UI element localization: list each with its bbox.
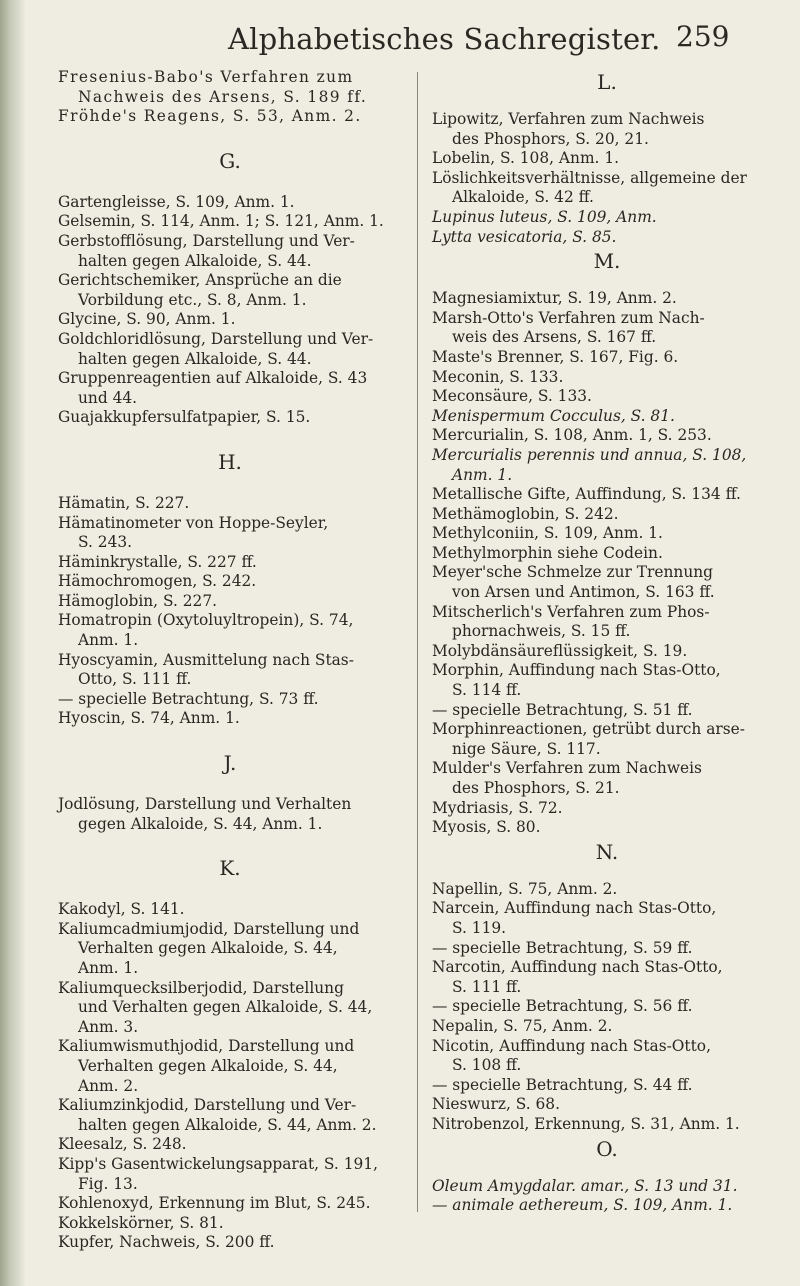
index-entry: Mercurialis perennis und annua, S. 108, Anm. 1.	[432, 445, 747, 484]
index-entry: Kupfer, Nachweis, S. 200 ff.	[58, 1233, 275, 1252]
index-entry: Narcotin, Auffindung nach Stas-Otto, S. 111 ff.	[432, 958, 723, 996]
index-entry: Morphin, Auffindung nach Stas-Otto, S. 114 ff.	[432, 661, 721, 700]
section-letter: L.	[597, 70, 617, 94]
index-entry: Methämoglobin, S. 242.	[432, 504, 619, 523]
index-entry: Morphinreactionen, getrübt durch arse- nige Säure, S. 117.	[432, 720, 745, 758]
index-entry: Kaliumzinkjodid, Darstellung und Ver- halten gegen Alkaloide, S. 44, Anm. 2.	[58, 1096, 377, 1134]
index-entry: Lytta vesicatoria, S. 85.	[432, 227, 617, 246]
index-entry: Nicotin, Auffindung nach Stas-Otto, S. 108 ff.	[432, 1036, 711, 1075]
index-entry: Lobelin, S. 108, Anm. 1.	[432, 149, 620, 168]
index-entry: Methylconiin, S. 109, Anm. 1.	[432, 524, 663, 543]
index-entry: Mercurialin, S. 108, Anm. 1, S. 253.	[432, 426, 712, 445]
section-m	[432, 251, 782, 838]
index-entry: Hyoscin, S. 74, Anm. 1.	[58, 709, 240, 728]
index-entry: Kohlenoxyd, Erkennung im Blut, S. 245.	[58, 1194, 371, 1213]
index-entry: Kleesalz, S. 248.	[58, 1135, 187, 1154]
page-header	[0, 12, 800, 62]
index-entry: Metallische Gifte, Auffindung, S. 134 ff.	[432, 485, 741, 504]
index-entry: Maste's Brenner, S. 167, Fig. 6.	[432, 347, 679, 366]
index-entry: Magnesiamixtur, S. 19, Anm. 2.	[432, 289, 677, 308]
index-entry: Kaliumwismuthjodid, Darstellung und Verhalten gegen Alkaloide, S. 44, Anm. 2.	[58, 1037, 355, 1095]
index-entry: Guajakkupfersulfatpapier, S. 15.	[58, 408, 311, 427]
index-entry: Kaliumcadmiumjodid, Darstellung und Verhalten gegen Alkaloide, S. 44, Anm. 1.	[58, 919, 360, 977]
index-column-right	[432, 68, 782, 1216]
index-entry: Fresenius-Babo's Verfahren zum Nachweis des Arsens, S. 189 ff.	[58, 68, 368, 106]
index-entry: — specielle Betrachtung, S. 73 ff.	[58, 689, 319, 708]
section-letter: K.	[219, 856, 241, 881]
section-l	[432, 72, 782, 247]
index-entry: Häminkrystalle, S. 227 ff.	[58, 552, 257, 571]
index-entry: Homatropin (Oxytoluyltropein), S. 74, Anm. 1.	[58, 611, 354, 650]
index-entry: Goldchloridlösung, Darstellung und Ver- halten gegen Alkaloide, S. 44.	[58, 329, 374, 368]
index-entry: Hämochromogen, S. 242.	[58, 572, 257, 591]
section-f-continued	[58, 68, 402, 127]
index-entry: Jodlösung, Darstellung und Verhalten gegen Alkaloide, S. 44, Anm. 1.	[58, 795, 352, 833]
index-entry: Gartengleisse, S. 109, Anm. 1.	[58, 192, 295, 211]
index-entry: Narcein, Auffindung nach Stas-Otto, S. 119.	[432, 899, 717, 937]
index-entry: Meconin, S. 133.	[432, 367, 564, 386]
index-entry: Oleum Amygdalar. amar., S. 13 und 31.	[432, 1176, 738, 1195]
section-letter: H.	[218, 449, 242, 474]
index-entry: Nepalin, S. 75, Anm. 2.	[432, 1016, 613, 1035]
index-entry: Napellin, S. 75, Anm. 2.	[432, 879, 618, 898]
index-entry: Gelsemin, S. 114, Anm. 1; S. 121, Anm. 1.	[58, 212, 384, 231]
section-j	[58, 753, 402, 834]
index-entry: Meconsäure, S. 133.	[432, 387, 592, 406]
index-entry: Fröhde's Reagens, S. 53, Anm. 2.	[58, 107, 362, 126]
index-entry: Kokkelskörner, S. 81.	[58, 1213, 224, 1232]
index-entry: — specielle Betrachtung, S. 56 ff.	[432, 997, 693, 1016]
page-number: 259	[676, 20, 730, 53]
index-entry: Gerichtschemiker, Ansprüche an die Vorbildung etc., S. 8, Anm. 1.	[58, 271, 342, 309]
index-entry: Nitrobenzol, Erkennung, S. 31, Anm. 1.	[432, 1114, 740, 1133]
index-entry: Kakodyl, S. 141.	[58, 900, 185, 919]
index-entry: Nieswurz, S. 68.	[432, 1095, 560, 1114]
index-entry: Hyoscyamin, Ausmittelung nach Stas- Otto, S. 111 ff.	[58, 650, 354, 689]
index-entry: — specielle Betrachtung, S. 59 ff.	[432, 938, 693, 957]
index-entry: Kaliumquecksilberjodid, Darstellung und Verhalten gegen Alkaloide, S. 44, Anm. 3.	[58, 978, 373, 1036]
section-letter: N.	[595, 839, 619, 864]
index-entry: Molybdänsäureflüssigkeit, S. 19.	[432, 641, 688, 660]
index-entry: Kipp's Gasentwickelungsapparat, S. 191, Fig. 13.	[58, 1154, 378, 1193]
index-entry: Lupinus luteus, S. 109, Anm.	[432, 207, 657, 226]
index-entry: Mulder's Verfahren zum Nachweis des Phosphors, S. 21.	[432, 759, 702, 797]
index-entry: Meyer'sche Schmelze zur Trennung von Arsen und Antimon, S. 163 ff.	[432, 563, 715, 602]
running-title: Alphabetisches Sachregister.	[228, 22, 661, 56]
index-entry: — specielle Betrachtung, S. 44 ff.	[432, 1075, 693, 1094]
index-entry: — animale aethereum, S. 109, Anm. 1.	[432, 1196, 733, 1215]
index-entry: — specielle Betrachtung, S. 51 ff.	[432, 700, 693, 719]
section-o	[432, 1136, 782, 1216]
page-edge-shadow	[0, 0, 26, 1286]
index-entry: Hämoglobin, S. 227.	[58, 591, 218, 610]
index-entry: Myosis, S. 80.	[432, 818, 541, 837]
index-entry: Löslichkeitsverhältnisse, allgemeine der Alkaloide, S. 42 ff.	[432, 168, 747, 207]
section-h	[58, 449, 402, 729]
index-entry: Lipowitz, Verfahren zum Nachweis des Phosphors, S. 20, 21.	[432, 110, 705, 148]
index-entry: Hämatin, S. 227.	[58, 493, 190, 512]
index-column-left	[58, 68, 402, 1253]
section-letter: O.	[596, 1136, 618, 1161]
index-entry: Marsh-Otto's Verfahren zum Nach- weis des Arsens, S. 167 ff.	[432, 308, 705, 347]
index-entry: Menispermum Cocculus, S. 81.	[432, 406, 675, 425]
index-entry: Gerbstofflösung, Darstellung und Ver- halten gegen Alkaloide, S. 44.	[58, 231, 355, 270]
index-entry: Hämatinometer von Hoppe-Seyler, S. 243.	[58, 513, 329, 552]
section-letter: J.	[223, 751, 237, 776]
index-entry: Glycine, S. 90, Anm. 1.	[58, 310, 236, 329]
section-g	[58, 148, 402, 428]
column-divider	[417, 72, 418, 1212]
index-entry: Mydriasis, S. 72.	[432, 798, 563, 817]
index-entry: Gruppenreagentien auf Alkaloide, S. 43 und 44.	[58, 369, 368, 407]
section-letter: G.	[219, 148, 241, 173]
index-entry: Mitscherlich's Verfahren zum Phos- phornachweis, S. 15 ff.	[432, 602, 710, 641]
section-k	[58, 858, 402, 1253]
section-letter: M.	[593, 249, 621, 274]
section-n	[432, 839, 782, 1135]
index-entry: Methylmorphin siehe Codein.	[432, 543, 663, 562]
